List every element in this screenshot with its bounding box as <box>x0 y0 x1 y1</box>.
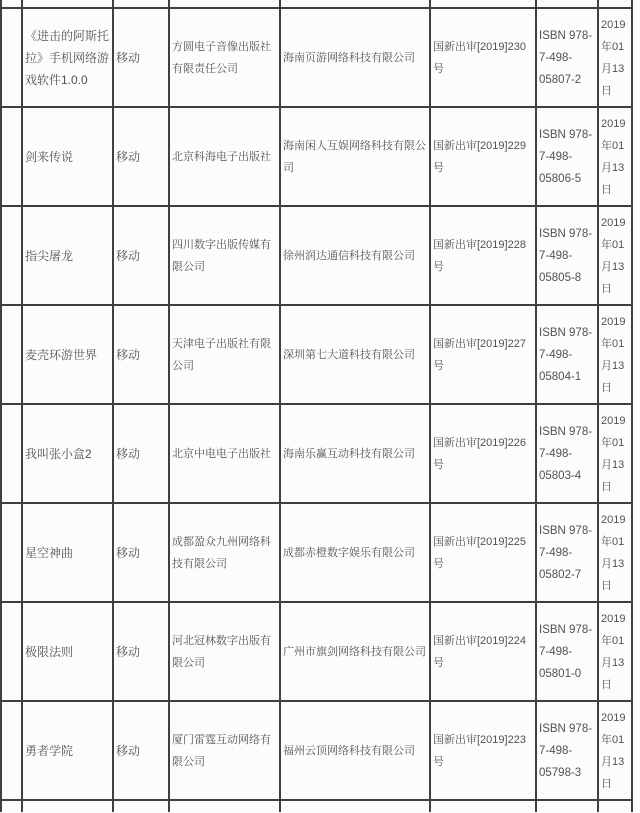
cell-publisher <box>169 0 280 8</box>
table-row <box>1 503 632 602</box>
cell-game-name: 勇者学院 <box>22 701 113 800</box>
cell-game-name: 星空神曲 <box>22 503 113 602</box>
cell-approval-number: 国新出审[2019]224号 <box>430 602 536 701</box>
cell-publisher <box>169 800 280 812</box>
cell-operator: 海南闲人互娱网络科技有限公司 <box>280 107 430 206</box>
table-row-cutoff-bottom <box>1 800 632 812</box>
cell-operator: 广州市旗剑网络科技有限公司 <box>280 602 430 701</box>
table-row <box>1 8 632 107</box>
cell-platform: 移动 <box>113 404 169 503</box>
cell-date: 2019年01月13日 <box>598 404 632 503</box>
cell-platform: 移动 <box>113 503 169 602</box>
cell-approval-number: 国新出审[2019]227号 <box>430 305 536 404</box>
table-row <box>1 206 632 305</box>
cell-platform: 移动 <box>113 206 169 305</box>
cell-publisher: 北京中电电子出版社 <box>169 404 280 503</box>
cell-date: 2019年01月13日 <box>598 701 632 800</box>
cell-operator <box>280 0 430 8</box>
cell-approval-number: 国新出审[2019]226号 <box>430 404 536 503</box>
cell-isbn: ISBN 978-7-498-05802-7 <box>536 503 598 602</box>
cell-operator <box>280 800 430 812</box>
cell-cutoff <box>1 800 22 812</box>
cell-game-name: 我叫张小盒2 <box>22 404 113 503</box>
cell-isbn <box>536 800 598 812</box>
cell-date: 2019年01月13日 <box>598 107 632 206</box>
cell-platform <box>113 0 169 8</box>
cell-publisher: 厦门雷霆互动网络有限公司 <box>169 701 280 800</box>
cell-operator: 深圳第七大道科技有限公司 <box>280 305 430 404</box>
cell-publisher: 方圆电子音像出版社有限责任公司 <box>169 8 280 107</box>
table-row <box>1 602 632 701</box>
cell-approval-number: 国新出审[2019]228号 <box>430 206 536 305</box>
cell-approval-number <box>430 800 536 812</box>
cell-publisher: 成都盈众九州网络科技有限公司 <box>169 503 280 602</box>
cell-platform: 移动 <box>113 305 169 404</box>
cell-date: 2019年01月13日 <box>598 206 632 305</box>
cell-platform: 移动 <box>113 107 169 206</box>
cell-operator: 成都赤橙数字娱乐有限公司 <box>280 503 430 602</box>
cell-game-name: 指尖屠龙 <box>22 206 113 305</box>
cell-approval-number: 国新出审[2019]230号 <box>430 8 536 107</box>
cell-cutoff <box>1 503 22 602</box>
cell-platform: 移动 <box>113 701 169 800</box>
cell-isbn: ISBN 978-7-498-05805-8 <box>536 206 598 305</box>
cell-date: 2019年01月13日 <box>598 305 632 404</box>
cell-cutoff <box>1 701 22 800</box>
cell-isbn: ISBN 978-7-498-05803-4 <box>536 404 598 503</box>
cell-cutoff <box>1 107 22 206</box>
cell-approval-number: 国新出审[2019]225号 <box>430 503 536 602</box>
cell-platform: 移动 <box>113 8 169 107</box>
cell-game-name: 《进击的阿斯托拉》手机网络游戏软件1.0.0 <box>22 8 113 107</box>
cell-publisher: 天津电子出版社有限公司 <box>169 305 280 404</box>
cell-cutoff <box>1 8 22 107</box>
cell-isbn: ISBN 978-7-498-05807-2 <box>536 8 598 107</box>
cell-cutoff <box>1 305 22 404</box>
cell-isbn: ISBN 978-7-498-05801-0 <box>536 602 598 701</box>
cell-platform: 移动 <box>113 602 169 701</box>
cell-game-name: 极限法则 <box>22 602 113 701</box>
cell-date <box>598 0 632 8</box>
cell-approval-number <box>430 0 536 8</box>
cell-date: 2019年01月13日 <box>598 8 632 107</box>
cell-cutoff <box>1 0 22 8</box>
table-row <box>1 107 632 206</box>
table-row-cutoff-top <box>1 0 632 8</box>
cell-operator: 海南乐赢互动科技有限公司 <box>280 404 430 503</box>
cell-publisher: 北京科海电子出版社 <box>169 107 280 206</box>
table-row <box>1 305 632 404</box>
cell-publisher: 河北冠林数字出版有限公司 <box>169 602 280 701</box>
cell-isbn: ISBN 978-7-498-05804-1 <box>536 305 598 404</box>
cell-isbn: ISBN 978-7-498-05798-3 <box>536 701 598 800</box>
cell-date: 2019年01月13日 <box>598 602 632 701</box>
cell-date: 2019年01月13日 <box>598 503 632 602</box>
cell-game-name <box>22 800 113 812</box>
cell-approval-number: 国新出审[2019]229号 <box>430 107 536 206</box>
cell-cutoff <box>1 404 22 503</box>
cell-cutoff <box>1 602 22 701</box>
cell-isbn: ISBN 978-7-498-05806-5 <box>536 107 598 206</box>
cell-game-name <box>22 0 113 8</box>
cell-game-name: 剑来传说 <box>22 107 113 206</box>
cell-approval-number: 国新出审[2019]223号 <box>430 701 536 800</box>
table-row <box>1 404 632 503</box>
cell-game-name: 麦壳环游世界 <box>22 305 113 404</box>
cell-operator: 海南页游网络科技有限公司 <box>280 8 430 107</box>
table-row <box>1 701 632 800</box>
cell-date <box>598 800 632 812</box>
cell-publisher: 四川数字出版传媒有限公司 <box>169 206 280 305</box>
cell-cutoff <box>1 206 22 305</box>
cell-isbn <box>536 0 598 8</box>
cell-operator: 徐州润达通信科技有限公司 <box>280 206 430 305</box>
cell-operator: 福州云顶网络科技有限公司 <box>280 701 430 800</box>
cell-platform <box>113 800 169 812</box>
